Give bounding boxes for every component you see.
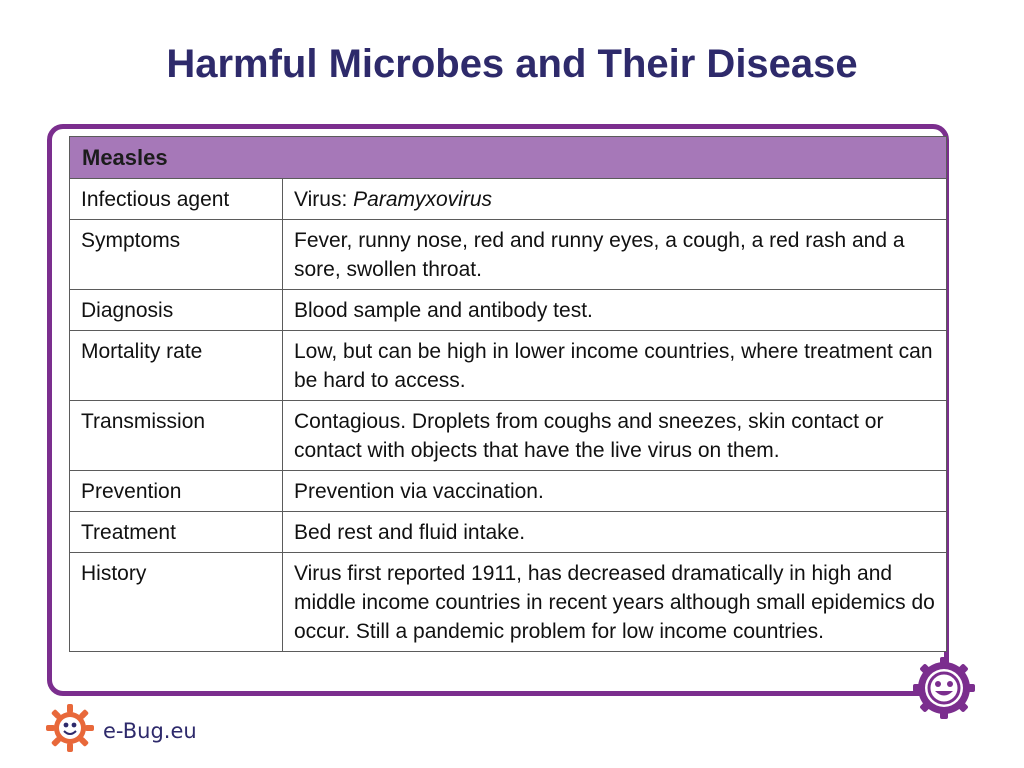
row-label-mortality-rate: Mortality rate bbox=[70, 331, 283, 401]
table-row bbox=[70, 553, 947, 652]
table-row bbox=[70, 220, 947, 290]
table-row bbox=[70, 290, 947, 331]
disease-card bbox=[69, 136, 946, 652]
row-value-infectious-agent bbox=[283, 179, 947, 220]
table-row bbox=[70, 512, 947, 553]
row-value-transmission: Contagious. Droplets from coughs and sneezes, skin contact or contact with objects that have the live virus on them. bbox=[283, 401, 947, 471]
row-value-diagnosis: Blood sample and antibody test. bbox=[283, 290, 947, 331]
brand-text: e-Bug.eu bbox=[103, 719, 197, 743]
table-row bbox=[70, 471, 947, 512]
disease-table bbox=[69, 136, 947, 652]
row-value-mortality-rate: Low, but can be high in lower income countries, where treatment can be hard to access. bbox=[283, 331, 947, 401]
table-header: Measles bbox=[70, 137, 947, 179]
row-value-prevention: Prevention via vaccination. bbox=[283, 471, 947, 512]
row-label-history: History bbox=[70, 553, 283, 652]
row-label-symptoms: Symptoms bbox=[70, 220, 283, 290]
row-label-prevention: Prevention bbox=[70, 471, 283, 512]
smiley-gear-icon bbox=[912, 656, 976, 720]
row-label-transmission: Transmission bbox=[70, 401, 283, 471]
page-title: Harmful Microbes and Their Disease bbox=[166, 42, 858, 86]
row-label-diagnosis: Diagnosis bbox=[70, 290, 283, 331]
row-value-symptoms: Fever, runny nose, red and runny eyes, a cough, a red rash and a sore, swollen throat. bbox=[283, 220, 947, 290]
value-prefix: Virus: bbox=[294, 188, 354, 211]
row-label-treatment: Treatment bbox=[70, 512, 283, 553]
row-value-treatment: Bed rest and fluid intake. bbox=[283, 512, 947, 553]
row-label-infectious-agent: Infectious agent bbox=[70, 179, 283, 220]
table-row bbox=[70, 401, 947, 471]
table-row bbox=[70, 179, 947, 220]
table-row bbox=[70, 331, 947, 401]
value-italic: Paramyxovirus bbox=[353, 188, 493, 211]
row-value-history: Virus first reported 1911, has decreased dramatically in high and middle income countries in recent years although small epidemics do occur. Still a pandemic problem for low income countries. bbox=[283, 553, 947, 652]
